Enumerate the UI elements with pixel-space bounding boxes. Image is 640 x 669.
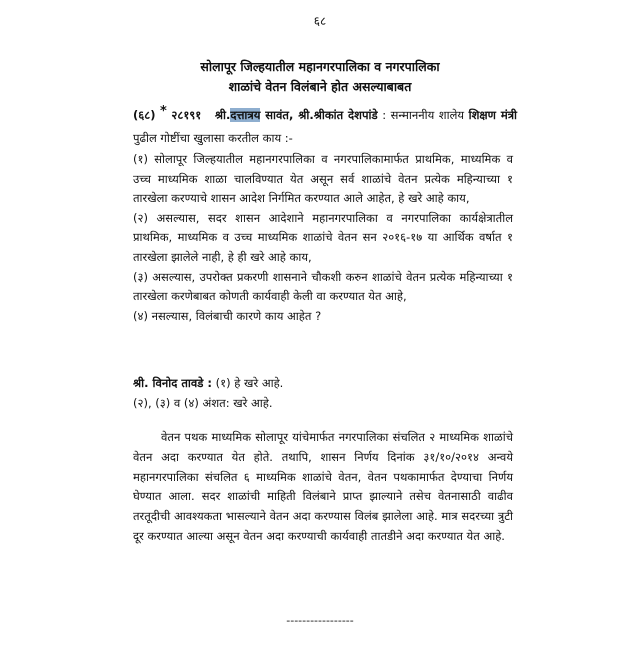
page-number: ६८ bbox=[313, 14, 327, 28]
address-to: : सन्माननीय शालेय bbox=[382, 108, 465, 122]
question-part-2: (२) असल्यास, सदर शासन आदेशाने महानगरपालिका व नगरपालिका कार्यक्षेत्रातील प्राथमिक, माध्यमिक व उच्च माध्यमिक शाळांचे वेतन सन २०१६-१७ या आर्थिक वर्षात १ तारखेला झालेले नाही, हे ही खरे आहे काय, bbox=[133, 210, 513, 264]
askers-prefix: श्री. bbox=[214, 108, 231, 122]
answer-minister: श्री. विनोद तावडे : bbox=[133, 376, 213, 390]
minister-address: शिक्षण मंत्री bbox=[468, 108, 518, 122]
document-title-line-1: सोलापूर जिल्हयातील महानगरपालिका व नगरपालिका bbox=[200, 59, 440, 74]
question-part-3: (३) असल्यास, उपरोक्त प्रकरणी शासनाने चौकशी करुन शाळांचे वेतन प्रत्येक महिन्याच्या १ तारखेला करणेबाबत कोणती कार्यवाही केली वा करण्यात येत आहे, bbox=[133, 269, 513, 304]
end-separator: ----------------- bbox=[286, 614, 354, 627]
question-part-4: (४) नसल्यास, विलंबाची कारणे काय आहेत ? bbox=[133, 308, 322, 323]
question-header bbox=[133, 104, 517, 149]
question-part-1: (१) सोलापूर जिल्हयातील महानगरपालिका व नगरपालिकामार्फत प्राथमिक, माध्यमिक व उच्च माध्यमिक शाळा चालविण्यात येत असून सर्व शाळांचे वेतन प्रत्येक महिन्याच्या १ तारखेला करण्याचे शासन आदेश निर्गमित करण्यात आले आहेत, हे खरे आहे काय, bbox=[133, 152, 513, 206]
answer-header bbox=[133, 374, 283, 394]
question-id: २८१९१ bbox=[171, 108, 202, 122]
answer-body: वेतन पथक माध्यमिक सोलापूर यांचेमार्फत नगरपालिका संचलित २ माध्यमिक शाळांचे वेतन अदा करण्यात येत होते. तथापि, शासन निर्णय दिनांक ३१/१०/२०१४ अन्वये महानगरपालिका संचलित ६ माध्यमिक शाळांचे वेतन, वेतन पथकामार्फत देण्याचा निर्णय घेण्यात आला. सदर शाळांची माहिती विलंबाने प्राप्त झाल्याने तसेच वेतनासाठी वाढीव तरतूदीची आवश्यकता भासल्याने वेतन अदा करण्यास विलंब झालेला आहे. मात्र सदरच्या त्रुटी दूर करण्यात आल्या असून वेतन अदा करण्याची कार्यवाही तातडीने अदा करण्यात येत आहे. bbox=[133, 430, 513, 543]
question-parts bbox=[133, 150, 513, 326]
document-title-line-2: शाळांचे वेतन विलंबाने होत असल्याबाबत bbox=[228, 79, 412, 94]
question-number: (६८) bbox=[133, 108, 156, 122]
starred-marker: * bbox=[160, 104, 167, 119]
askers-highlighted-name: दत्तात्रय bbox=[230, 108, 261, 122]
answer-part-1: (१) हे खरे आहे. bbox=[212, 376, 284, 390]
answer-part-2: (२), (३) व (४) अंशत: खरे आहे. bbox=[133, 396, 273, 410]
askers-names: सावंत, श्री.श्रीकांत देशपांडे bbox=[260, 108, 378, 122]
address-instruction: पुढील गोष्टींचा खुलासा करतील काय :- bbox=[133, 131, 293, 145]
